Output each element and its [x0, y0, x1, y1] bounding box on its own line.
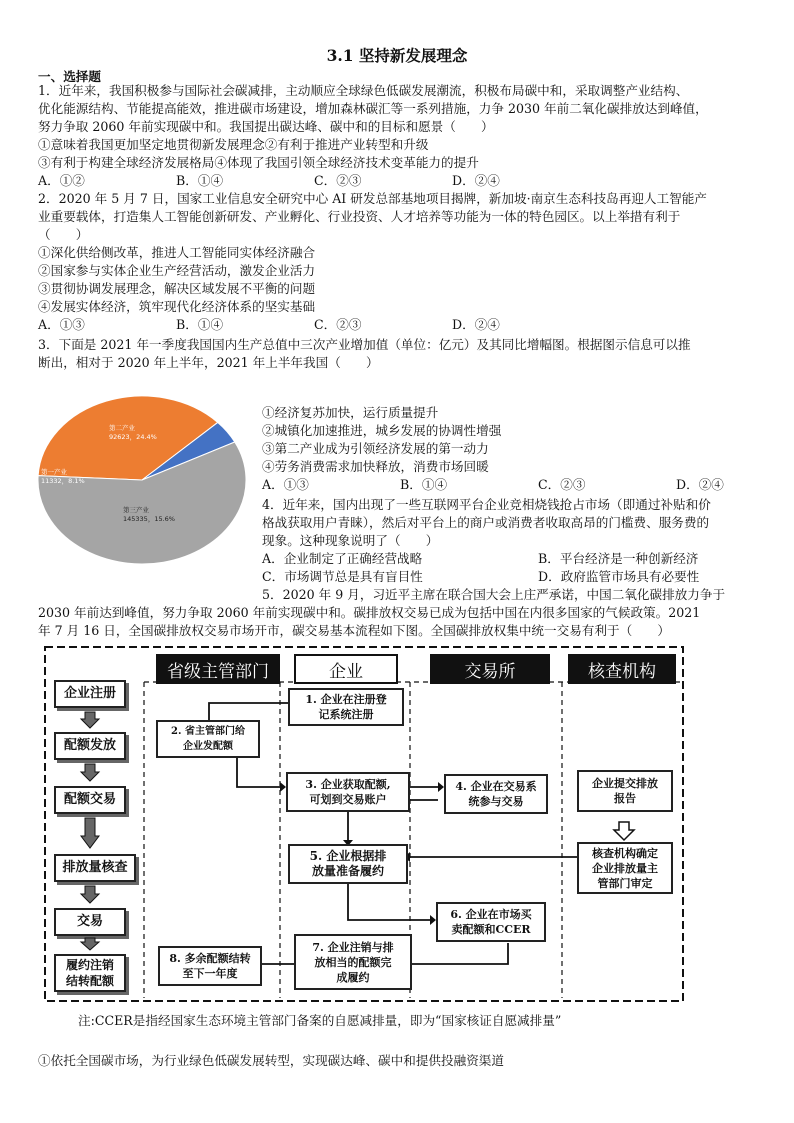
header-provincial: 省级主管部门 [156, 654, 280, 684]
q3-line: 断出，相对于 2020 年上半年，2021 年上半年我国（ ） [38, 355, 379, 370]
box-verification-confirm: 核查机构确定 企业排放量主 管部门审定 [577, 842, 673, 894]
q1-option-d[interactable]: D．②④ [452, 173, 500, 188]
carbon-trading-flowchart [44, 646, 684, 1004]
box-step2-issue-allowance: 2. 省主管部门给 企业发配额 [156, 720, 260, 758]
q3-statement: ①经济复苏加快，运行质量提升 [262, 405, 439, 420]
step-emission-verification: 排放量核查 [54, 854, 136, 882]
q1-option-a[interactable]: A．①② [38, 173, 85, 188]
q1-statement: ③有利于构建全球经济发展格局④体现了我国引领全球经济技术变革能力的提升 [38, 155, 479, 170]
q1-statement: ①意味着我国更加坚定地贯彻新发展理念②有利于推进产业转型和升级 [38, 137, 429, 152]
step-allowance-trading: 配额交易 [54, 786, 126, 814]
label-tertiary-industry: 第三产业 145335，15.6% [123, 506, 175, 523]
q4-line: 4．近年来，国内出现了一些互联网平台企业竞相烧钱抢占市场（即通过补贴和价 [262, 497, 711, 512]
label-secondary-industry: 第二产业 92623，24.4% [109, 424, 157, 441]
left-step-arrows [44, 646, 144, 1004]
q4-option-d[interactable]: D．政府监管市场具有必要性 [538, 569, 700, 584]
q3-option-c[interactable]: C．②③ [538, 477, 586, 492]
q2-statement: ④发展实体经济，筑牢现代化经济体系的坚实基础 [38, 299, 316, 314]
q3-statement: ②城镇化加速推进，城乡发展的协调性增强 [262, 423, 502, 438]
box-step6-trade-ccer: 6. 企业在市场买 卖配额和CCER [436, 902, 546, 942]
q3-option-a[interactable]: A．①③ [262, 477, 309, 492]
q1-option-b[interactable]: B．①④ [176, 173, 224, 188]
q3-option-d[interactable]: D．②④ [676, 477, 724, 492]
q5-statement: ①依托全国碳市场，为行业绿色低碳发展转型，实现碳达峰、碳中和提供投融资渠道 [38, 1053, 504, 1068]
header-enterprise: 企业 [294, 654, 398, 684]
box-step1-register: 1. 企业在注册登 记系统注册 [288, 688, 404, 726]
q4-option-a[interactable]: A．企业制定了正确经营战略 [262, 551, 423, 566]
q2-line: 2．2020 年 5 月 7 日，国家工业信息安全研究中心 AI 研发总部基地项目揭牌，新加坡·南京生态科技岛再迎人工智能产 [38, 191, 707, 206]
q1-line: 努力争取 2060 年前实现碳中和。我国提出碳达峰、碳中和的目标和愿景（ ） [38, 119, 494, 134]
document-title: 3.1 坚持新发展理念 [326, 46, 468, 65]
q1-line: 1．近年来，我国积极参与国际社会碳减排，主动顺应全球绿色低碳发展潮流，积极布局碳中和，采取调整产业结构、 [38, 83, 689, 98]
step-compliance-cancellation: 履约注销 结转配额 [54, 954, 126, 992]
q4-option-c[interactable]: C．市场调节总是具有盲目性 [262, 569, 423, 584]
step-enterprise-registration: 企业注册 [54, 680, 126, 708]
q3-statement: ④劳务消费需求加快释放，消费市场回暖 [262, 459, 489, 474]
flow-note: 注:CCER是指经国家生态环境主管部门备案的自愿减排量，即为“国家核证自愿减排量” [78, 1013, 562, 1028]
q2-statement: ②国家参与实体企业生产经营活动，激发企业活力 [38, 263, 316, 278]
header-exchange: 交易所 [430, 654, 550, 684]
q2-option-b[interactable]: B．①④ [176, 317, 224, 332]
q3-line: 3．下面是 2021 年一季度我国国内生产总值中三次产业增加值（单位：亿元）及其同比增幅图。根据图示信息可以推 [38, 337, 691, 352]
q1-line: 优化能源结构、节能提高能效，推进碳市场建设，增加森林碳汇等一系列措施，力争 2030 年前二氧化碳排放达到峰值， [38, 101, 708, 116]
label-primary-industry: 第一产业 11332，8.1% [41, 468, 85, 485]
q3-option-b[interactable]: B．①④ [400, 477, 448, 492]
pie-chart [37, 394, 249, 566]
section-heading: 一、选择题 [38, 69, 101, 84]
box-step4-trade: 4. 企业在交易系 统参与交易 [444, 774, 548, 814]
box-step8-carry-forward: 8. 多余配额结转 至下一年度 [158, 946, 262, 986]
step-trading: 交易 [54, 908, 126, 936]
q4-line: 格战获取用户青睐），然后对平台上的商户或消费者收取高昂的门槛费、服务费的 [262, 515, 710, 530]
q5-line: 5．2020 年 9 月，习近平主席在联合国大会上庄严承诺，中国二氧化碳排放力争于 [262, 587, 726, 602]
header-verification: 核查机构 [568, 654, 676, 684]
q2-line: 业重要载体，打造集人工智能创新研发、产业孵化、行业投资、人才培养等功能为一体的特色园区。以上举措有利于 [38, 209, 681, 224]
q2-option-d[interactable]: D．②④ [452, 317, 500, 332]
q4-line: 现象。这种现象说明了（ ） [262, 533, 439, 548]
q2-option-c[interactable]: C．②③ [314, 317, 362, 332]
q3-statement: ③第二产业成为引领经济发展的第一动力 [262, 441, 489, 456]
q1-option-c[interactable]: C．②③ [314, 173, 362, 188]
q5-line: 年 7 月 16 日，全国碳排放权交易市场开市，碳交易基本流程如下图。全国碳排放权集中统一交易有利于（ ） [38, 623, 670, 638]
q2-line: （ ） [38, 227, 89, 242]
q2-statement: ①深化供给侧改革，推进人工智能同实体经济融合 [38, 245, 316, 260]
q4-option-b[interactable]: B．平台经济是一种创新经济 [538, 551, 699, 566]
box-step3-obtain-allowance: 3. 企业获取配额, 可划到交易账户 [286, 772, 410, 812]
box-submit-emission-report: 企业提交排放 报告 [577, 770, 673, 812]
q5-line: 2030 年前达到峰值，努力争取 2060 年前实现碳中和。碳排放权交易已成为包括中国在内很多国家的气候政策。2021 [38, 605, 701, 620]
box-step5-prepare-compliance: 5. 企业根据排 放量准备履约 [288, 844, 408, 884]
step-allowance-issuance: 配额发放 [54, 732, 126, 760]
box-step7-cancel-allowance: 7. 企业注销与排 放相当的配额完 成履约 [294, 934, 412, 990]
q2-statement: ③贯彻协调发展理念，解决区域发展不平衡的问题 [38, 281, 316, 296]
q2-option-a[interactable]: A．①③ [38, 317, 85, 332]
